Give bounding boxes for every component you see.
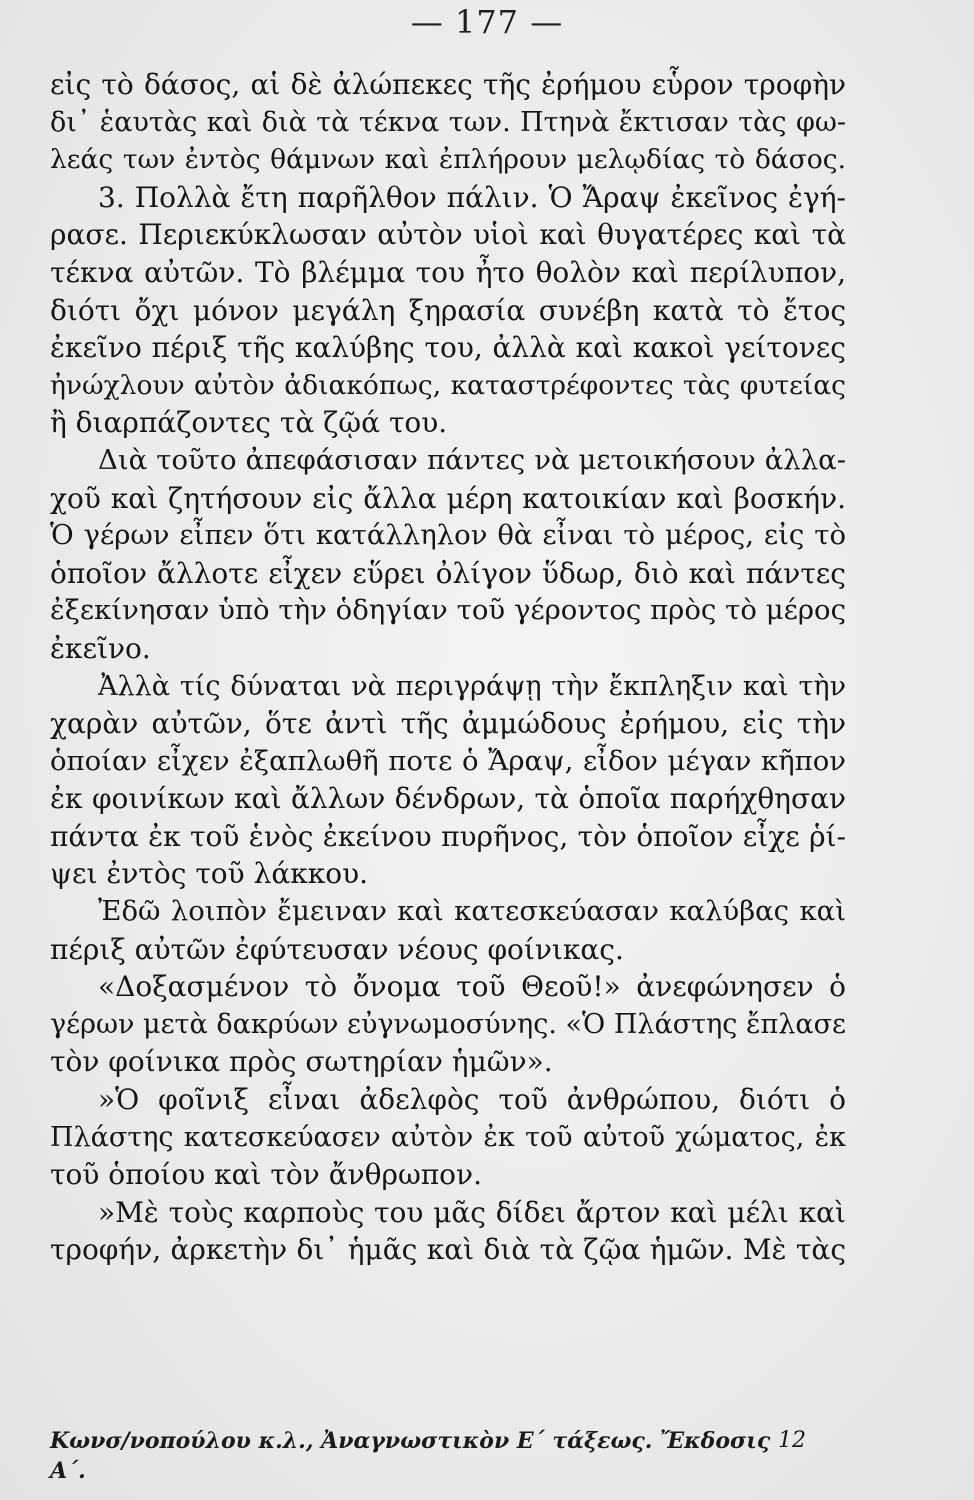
footer-publication-info: Κωνσ/νοπούλου κ.λ., Ἀναγνωστικὸν Ε΄ τάξεως. Ἔκδοσις Α΄. — [50, 1428, 771, 1484]
text-line: ἢ διαρπάζοντες τὰ ζῷά του. — [50, 406, 448, 440]
text-line: εἰς τὸ δάσος, αἱ δὲ ἀλώπεκες τῆς ἐρήμου εὗρον τροφὴν — [50, 68, 846, 101]
text-line: τέκνα αὐτῶν. Τὸ βλέμμα του ἦτο θολὸν καὶ περίλυπον, — [50, 255, 846, 289]
text-line: διότι ὄχι μόνον μεγάλη ξηρασία συνέβη κατὰ τὸ ἔτος — [50, 293, 846, 327]
text-line: χαρὰν αὐτῶν, ὅτε ἀντὶ τῆς ἀμμώδους ἐρήμου, εἰς τὴν — [50, 707, 846, 741]
text-line: ἐκεῖνο. — [50, 631, 151, 665]
text-line: ρασε. Περιεκύκλωσαν αὐτὸν υἱοὶ καὶ θυγατέρες καὶ τὰ — [50, 218, 846, 252]
text-line: ἐκεῖνο πέριξ τῆς καλύβης του, ἀλλὰ καὶ κακοὶ γείτονες — [50, 331, 846, 365]
text-line: »Μὲ τοὺς καρποὺς του μᾶς δίδει ἄρτον καὶ μέλι καὶ — [98, 1195, 846, 1229]
text-line: Ἐδῶ λοιπὸν ἔμειναν καὶ κατεσκεύασαν καλύβας καὶ — [98, 895, 846, 928]
text-line: ἐκ φοινίκων καὶ ἄλλων δένδρων, τὰ ὁποῖα παρήχθησαν — [50, 782, 846, 816]
text-line: χοῦ καὶ ζητήσουν εἰς ἄλλα μέρη κατοικίαν καὶ βοσκήν. — [50, 481, 846, 515]
text-line: Ὁ γέρων εἶπεν ὅτι κατάλληλον θὰ εἶναι τὸ μέρος, εἰς τὸ — [50, 519, 846, 552]
text-line: «Δοξασμένον τὸ ὄνομα τοῦ Θεοῦ!» ἀνεφώνησεν ὁ — [98, 970, 846, 1004]
signature-number: 12 — [778, 1428, 806, 1453]
text-line: »Ὁ φοῖνιξ εἶναι ἀδελφὸς τοῦ ἀνθρώπου, διότι ὁ — [98, 1083, 846, 1117]
text-line: γέρων μετὰ δακρύων εὐγνωμοσύνης. «Ὁ Πλάστης ἔπλασε — [50, 1008, 846, 1040]
text-line: ἠνώχλουν αὐτὸν ἀδιακόπως, καταστρέφοντες τὰς φυτείας — [50, 369, 846, 401]
text-line: δι᾽ ἑαυτὰς καὶ διὰ τὰ τέκνα των. Πτηνὰ ἔκτισαν τὰς φω- — [50, 106, 846, 138]
body-text — [50, 66, 846, 1269]
text-line: ὁποῖον ἄλλοτε εἶχεν εὕρει ὀλίγον ὕδωρ, διὸ καὶ πάντες — [50, 556, 846, 590]
text-line: πάντα ἐκ τοῦ ἑνὸς ἐκείνου πυρῆνος, τὸν ὁποῖον εἶχε ῥί- — [50, 819, 846, 853]
text-line: τροφήν, ἀρκετὴν δι᾽ ἡμᾶς καὶ διὰ τὰ ζῷα ἡμῶν. Μὲ τὰς — [50, 1233, 846, 1267]
text-line: ψει ἐντὸς τοῦ λάκκου. — [50, 857, 369, 891]
text-line: Πλάστης κατεσκεύασεν αὐτὸν ἐκ τοῦ αὐτοῦ χώματος, ἐκ — [50, 1121, 846, 1153]
text-line: Διὰ τοῦτο ἀπεφάσισαν πάντες νὰ μετοικήσουν ἀλλα- — [98, 443, 846, 476]
text-line: λεάς των ἐντὸς θάμνων καὶ ἐπλήρουν μελῳδίας τὸ δάσος. — [50, 144, 846, 176]
text-line: πέριξ αὐτῶν ἐφύτευσαν νέους φοίνικας. — [50, 932, 624, 966]
text-line: ἐξεκίνησαν ὑπὸ τὴν ὁδηγίαν τοῦ γέροντος πρὸς τὸ μέρος — [50, 594, 846, 627]
footer — [50, 1426, 806, 1486]
text-line: 3. Πολλὰ ἔτη παρῆλθον πάλιν. Ὁ Ἄραψ ἐκεῖνος ἐγή- — [98, 180, 846, 214]
text-line: ὁποίαν εἶχεν ἐξαπλωθῆ ποτε ὁ Ἄραψ, εἶδον μέγαν κῆπον — [50, 744, 846, 777]
text-line: τοῦ ὁποίου καὶ τὸν ἄνθρωπον. — [50, 1158, 482, 1192]
page-number: — 177 — — [410, 3, 564, 41]
text-line: Ἀλλὰ τίς δύναται νὰ περιγράψῃ τὴν ἔκπληξιν καὶ τὴν — [98, 670, 846, 702]
text-line: τὸν φοίνικα πρὸς σωτηρίαν ἡμῶν». — [50, 1045, 553, 1079]
